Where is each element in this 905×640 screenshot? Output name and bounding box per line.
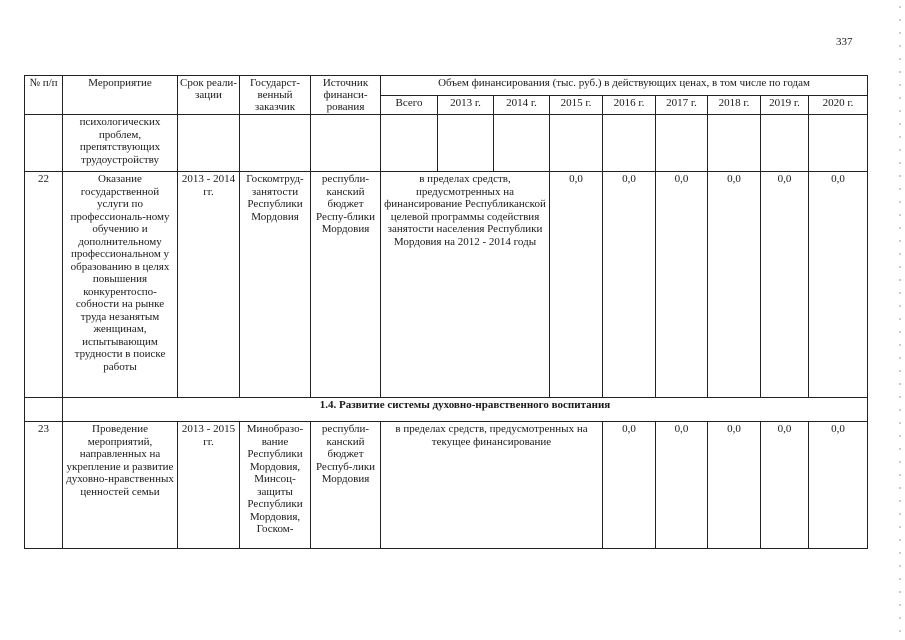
- section-row: [25, 398, 868, 422]
- table-row: [25, 422, 868, 549]
- header-event: Мероприятие: [63, 76, 178, 115]
- row-source: республи-канский бюджет Респуб-лики Мордовия: [311, 422, 381, 549]
- table-row: [25, 172, 868, 398]
- scan-edge-artifact: [899, 0, 901, 640]
- header-year: 2019 г.: [761, 95, 809, 115]
- row-value: 0,0: [603, 422, 656, 549]
- header-term: Срок реали-зации: [178, 76, 240, 115]
- row-source: республи-канский бюджет Респу-блики Мордовия: [311, 172, 381, 398]
- header-customer: Государст-венный заказчик: [240, 76, 311, 115]
- header-year: 2018 г.: [708, 95, 761, 115]
- row-value: 0,0: [708, 422, 761, 549]
- header-row-1: [25, 76, 868, 96]
- header-year: 2017 г.: [656, 95, 708, 115]
- row-num: 23: [25, 422, 63, 549]
- header-num: № п/п: [25, 76, 63, 115]
- row-customer: Госкомтруд-занятости Республики Мордовия: [240, 172, 311, 398]
- row-customer: Минобразо-вание Республики Мордовия, Минсоц-защиты Республики Мордовия, Госком-: [240, 422, 311, 549]
- header-source: Источник финанси-рования: [311, 76, 381, 115]
- financing-table: [24, 75, 868, 549]
- header-year: 2013 г.: [438, 95, 494, 115]
- header-year: 2015 г.: [550, 95, 603, 115]
- header-year: 2014 г.: [494, 95, 550, 115]
- row-value: 0,0: [550, 172, 603, 398]
- continuation-row: [25, 115, 868, 172]
- row-value: 0,0: [809, 422, 868, 549]
- row-value: 0,0: [603, 172, 656, 398]
- row-funding-note: в пределах средств, предусмотренных на финансирование Республиканской целевой программы содействия занятости населения Республики Мордовия на 2012 - 2014 годы: [381, 172, 550, 398]
- row-event: Оказание государственной услуги по профессиональ-ному обучению и дополнительному профессиональном у образованию в целях повышения конкурентоспо-собности на рынке труда незанятым женщинам, испытывающим трудности в поиске работы: [63, 172, 178, 398]
- row-funding-note: в пределах средств, предусмотренных на текущее финансирование: [381, 422, 603, 549]
- row-value: 0,0: [656, 172, 708, 398]
- section-title: 1.4. Развитие системы духовно-нравственного воспитания: [63, 398, 868, 422]
- row-event: Проведение мероприятий, направленных на укрепление и развитие духовно-нравственных ценностей семьи: [63, 422, 178, 549]
- row-value: 0,0: [656, 422, 708, 549]
- page-number: 337: [836, 36, 853, 48]
- row-num: 22: [25, 172, 63, 398]
- row-term: 2013 - 2015 гг.: [178, 422, 240, 549]
- row-value: 0,0: [809, 172, 868, 398]
- header-total: Всего: [381, 95, 438, 115]
- row-value: 0,0: [761, 172, 809, 398]
- continuation-event: психологических проблем, препятствующих трудоустройству: [63, 115, 178, 172]
- header-year: 2020 г.: [809, 95, 868, 115]
- header-year: 2016 г.: [603, 95, 656, 115]
- row-value: 0,0: [761, 422, 809, 549]
- header-funding: Объем финансирования (тыс. руб.) в действующих ценах, в том числе по годам: [381, 76, 868, 96]
- row-term: 2013 - 2014 гг.: [178, 172, 240, 398]
- row-value: 0,0: [708, 172, 761, 398]
